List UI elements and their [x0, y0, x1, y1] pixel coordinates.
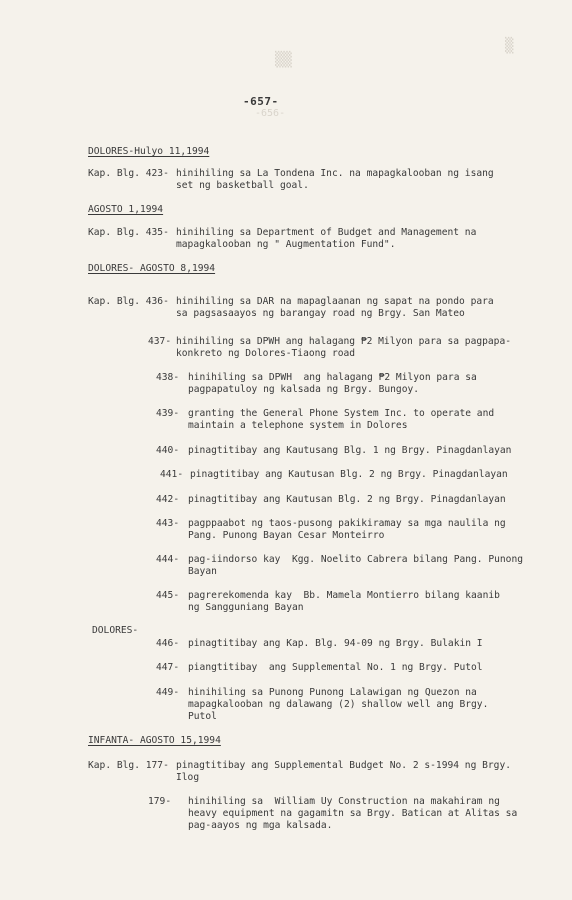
entry-number: 440- [156, 445, 180, 456]
entry-number: 449- [156, 687, 180, 698]
entry-text: pinagtitibay ang Supplemental Budget No. 2 s-1994 ng Brgy. [176, 760, 512, 771]
entry-text: pinagtitibay ang Kautusan Blg. 2 ng Brgy. Pinagdanlayan [190, 469, 508, 480]
section-heading: INFANTA- AGOSTO 15,1994 [88, 735, 221, 746]
entry-number: 437- [148, 336, 172, 347]
entry-text: pag-iindorso kay Kgg. Noelito Cabrera bilang Pang. Punong [188, 554, 524, 565]
bleed-through-mark: ▒ [505, 38, 514, 54]
entry-number: Kap. Blg. 423- [88, 168, 169, 179]
entry-number: 447- [156, 662, 180, 673]
entry-number: Kap. Blg. 435- [88, 227, 169, 238]
section-heading: DOLORES- AGOSTO 8,1994 [88, 263, 216, 274]
entry-number: Kap. Blg. 177- [88, 760, 169, 771]
entry-text: pinagtitibay ang Kautusan Blg. 2 ng Brgy. Pinagdanlayan [188, 494, 506, 505]
entry-text: Ilog [176, 772, 200, 783]
entry-text: granting the General Phone System Inc. to operate and [188, 408, 495, 419]
entry-text: pag-aayos ng mga kalsada. [188, 820, 333, 831]
entry-text: pagppaabot ng taos-pusong pakikiramay sa mga naulila ng [188, 518, 506, 529]
entry-number: 445- [156, 590, 180, 601]
section-heading: AGOSTO 1,1994 [88, 204, 164, 215]
entry-text: hinihiling sa DPWH ang halagang ₱2 Milyon para sa [188, 372, 477, 383]
entry-text: set ng basketball goal. [176, 180, 309, 191]
entry-number: 439- [156, 408, 180, 419]
entry-text: sa pagsasaayos ng barangay road ng Brgy. San Mateo [176, 308, 465, 319]
entry-number: 443- [156, 518, 180, 529]
entry-number: 441- [160, 469, 184, 480]
entry-text: pinagtitibay ang Kautusang Blg. 1 ng Brgy. Pinagdanlayan [188, 445, 512, 456]
entry-text: heavy equipment na gagamitn sa Brgy. Batican at Alitas sa [188, 808, 518, 819]
entry-text: hinihiling sa DAR na mapaglaanan ng sapat na pondo para [176, 296, 494, 307]
entry-number: 444- [156, 554, 180, 565]
entry-text: hinihiling sa DPWH ang halagang ₱2 Milyon para sa pagpapa- [176, 336, 512, 347]
entry-text: pagrerekomenda kay Bb. Mamela Montierro bilang kaanib [188, 590, 500, 601]
entry-text: maintain a telephone system in Dolores [188, 420, 408, 431]
entry-text: hinihiling sa La Tondena Inc. na mapagkalooban ng isang [176, 168, 494, 179]
bleed-through-text: -656- [255, 108, 286, 119]
page-number: -657- [243, 95, 279, 108]
entry-number: 442- [156, 494, 180, 505]
entry-text: Bayan [188, 566, 217, 577]
entry-text: piangtitibay ang Supplemental No. 1 ng Brgy. Putol [188, 662, 483, 673]
entry-text: Pang. Punong Bayan Cesar Monteirro [188, 530, 385, 541]
side-label: DOLORES- [92, 625, 139, 636]
entry-number: 438- [156, 372, 180, 383]
entry-text: Putol [188, 711, 217, 722]
entry-text: hinihiling sa Punong Punong Lalawigan ng Quezon na [188, 687, 477, 698]
entry-text: mapagkalooban ng dalawang (2) shallow well ang Brgy. [188, 699, 489, 710]
section-heading: DOLORES-Hulyo 11,1994 [88, 146, 210, 157]
entry-number: 179- [148, 796, 172, 807]
entry-text: hinihiling sa Department of Budget and Management na [176, 227, 477, 238]
entry-text: mapagkalooban ng " Augmentation Fund". [176, 239, 396, 250]
entry-text: ng Sangguniang Bayan [188, 602, 304, 613]
entry-text: konkreto ng Dolores-Tiaong road [176, 348, 356, 359]
entry-number: 446- [156, 638, 180, 649]
entry-number: Kap. Blg. 436- [88, 296, 169, 307]
entry-text: pinagtitibay ang Kap. Blg. 94-09 ng Brgy. Bulakin I [188, 638, 483, 649]
bleed-through-mark: ▒▒ [275, 52, 292, 68]
entry-text: hinihiling sa William Uy Construction na makahiram ng [188, 796, 500, 807]
entry-text: pagpapatuloy ng kalsada ng Brgy. Bungoy. [188, 384, 420, 395]
